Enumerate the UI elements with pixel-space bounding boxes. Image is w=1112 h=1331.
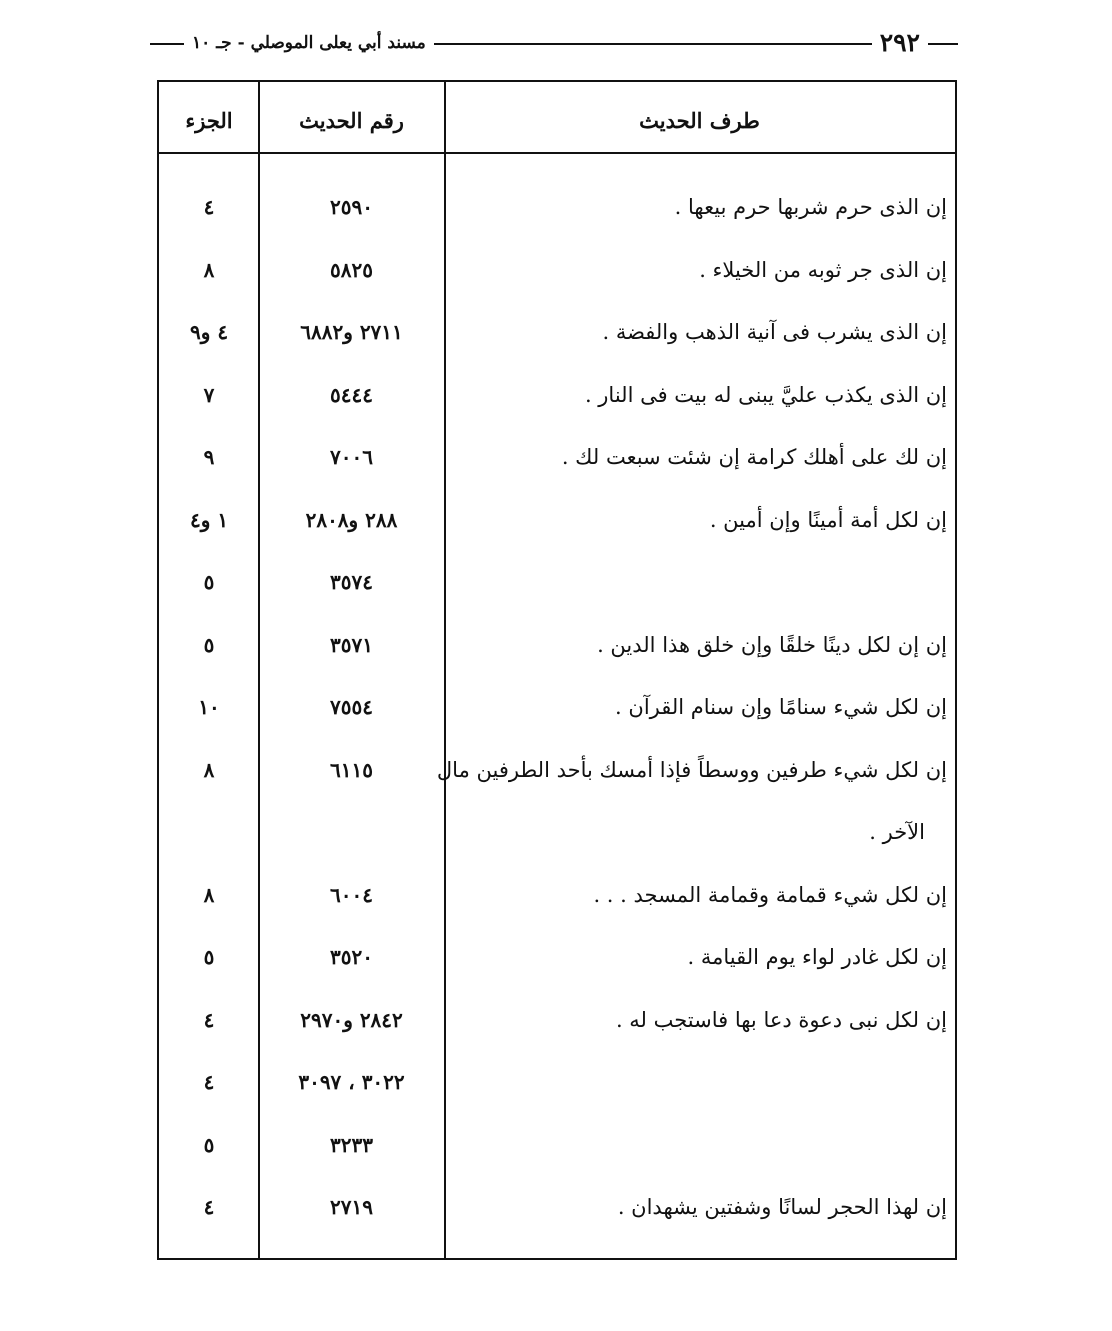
table-row [159,1176,955,1239]
hadith-volume: ١٠ [198,695,220,719]
hadith-number: ٢٧١٩ [330,1195,373,1219]
hadith-number: ٣٢٣٣ [330,1132,373,1157]
hadith-volume: ٥ [203,1132,215,1157]
table-row [159,1114,955,1177]
hadith-volume: ٤ و٩ [189,320,229,344]
hadith-number: ٧٥٥٤ [330,695,373,719]
hadith-text: إن لكل غادر لواء يوم القيامة . [687,945,947,969]
hadith-number: ٣٥٧١ [330,632,373,657]
hadith-number: ٥٤٤٤ [330,382,373,407]
table-row [159,364,955,427]
hadith-text-continuation: الآخر . [869,820,925,844]
hadith-number: ٥٨٢٥ [330,257,373,282]
table-row [159,989,955,1052]
hadith-number: ٦١١٥ [330,757,373,782]
hadith-text: إن لكل شيء سنامًا وإن سنام القرآن . [615,695,947,719]
hadith-text: إن لك على أهلك كرامة إن شئت سبعت لك . [561,445,947,469]
table-row [159,739,955,802]
hadith-volume: ٥ [203,570,215,594]
hadith-volume: ٤ [203,1007,215,1032]
hadith-number: ٢٥٩٠ [330,195,373,219]
table-row [159,676,955,739]
hadith-volume: ٥ [203,632,215,657]
hadith-text [447,1051,947,1114]
hadith-volume: ٨ [203,257,215,282]
table-row [159,426,955,489]
column-header-volume: الجزء [185,108,233,133]
table-row [159,864,955,927]
page-number: ٢٩٢ [872,28,928,58]
hadith-number: ٢٧١١ و٦٨٨٢ [300,320,403,344]
table-row [159,614,955,677]
hadith-text: إن لكل أمة أمينًا وإن أمين . [709,507,947,532]
hadith-text: إن الذى يشرب فى آنية الذهب والفضة . [602,320,947,344]
running-header [150,28,958,58]
hadith-number: ٣٥٧٤ [330,570,373,594]
table-row [159,1051,955,1114]
hadith-index-table [157,80,957,1260]
hadith-number [259,801,444,864]
header-row-divider [159,152,955,154]
hadith-text: إن لهذا الحجر لسانًا وشفتين يشهدان . [617,1195,947,1219]
hadith-text [447,1114,947,1177]
hadith-volume: ٤ [203,1195,215,1219]
hadith-number: ٢٨٤٢ و٢٩٧٠ [300,1007,403,1032]
column-header-hadith: طرف الحديث [639,108,760,133]
hadith-number: ٦٠٠٤ [330,882,373,907]
hadith-volume: ٨ [203,882,215,907]
hadith-number: ٧٠٠٦ [330,445,373,469]
hadith-volume [159,801,259,864]
book-title: مسند أبي يعلى الموصلي - جـ ١٠ [184,30,434,56]
table-row [159,239,955,302]
hadith-text: إن الذى جر ثوبه من الخيلاء . [699,257,947,282]
table-row [159,926,955,989]
hadith-text [447,551,947,614]
hadith-volume: ٤ [203,195,215,219]
hadith-volume: ٨ [203,757,215,782]
table-row [159,489,955,552]
hadith-text: إن الذى يكذب عليَّ يبنى له بيت فى النار . [584,382,947,407]
hadith-volume: ٩ [203,445,215,469]
hadith-number: ٢٨٨ و٢٨٠٨ [305,507,398,532]
hadith-number: ٣٥٢٠ [330,945,373,969]
table-body [159,176,955,1239]
hadith-number: ٣٠٢٢ ، ٣٠٩٧ [298,1070,405,1094]
table-row [159,551,955,614]
column-header-number: رقم الحديث [299,108,404,133]
table-row [159,176,955,239]
hadith-text: إن الذى حرم شربها حرم بيعها . [674,195,947,219]
hadith-volume: ٥ [203,945,215,969]
hadith-volume: ٧ [203,382,215,407]
hadith-text: إن إن لكل دينًا خلقًا وإن خلق هذا الدين . [597,632,947,657]
table-row [159,801,955,864]
hadith-text: إن لكل نبى دعوة دعا بها فاستجب له . [615,1007,947,1032]
table-row [159,301,955,364]
hadith-volume: ١ و٤ [189,507,229,532]
hadith-volume: ٤ [203,1070,215,1094]
hadith-text: إن لكل شيء طرفين ووسطاً فإذا أمسك بأحد الطرفين مال [436,757,947,782]
hadith-text: إن لكل شيء قمامة وقمامة المسجد . . . [593,882,947,907]
